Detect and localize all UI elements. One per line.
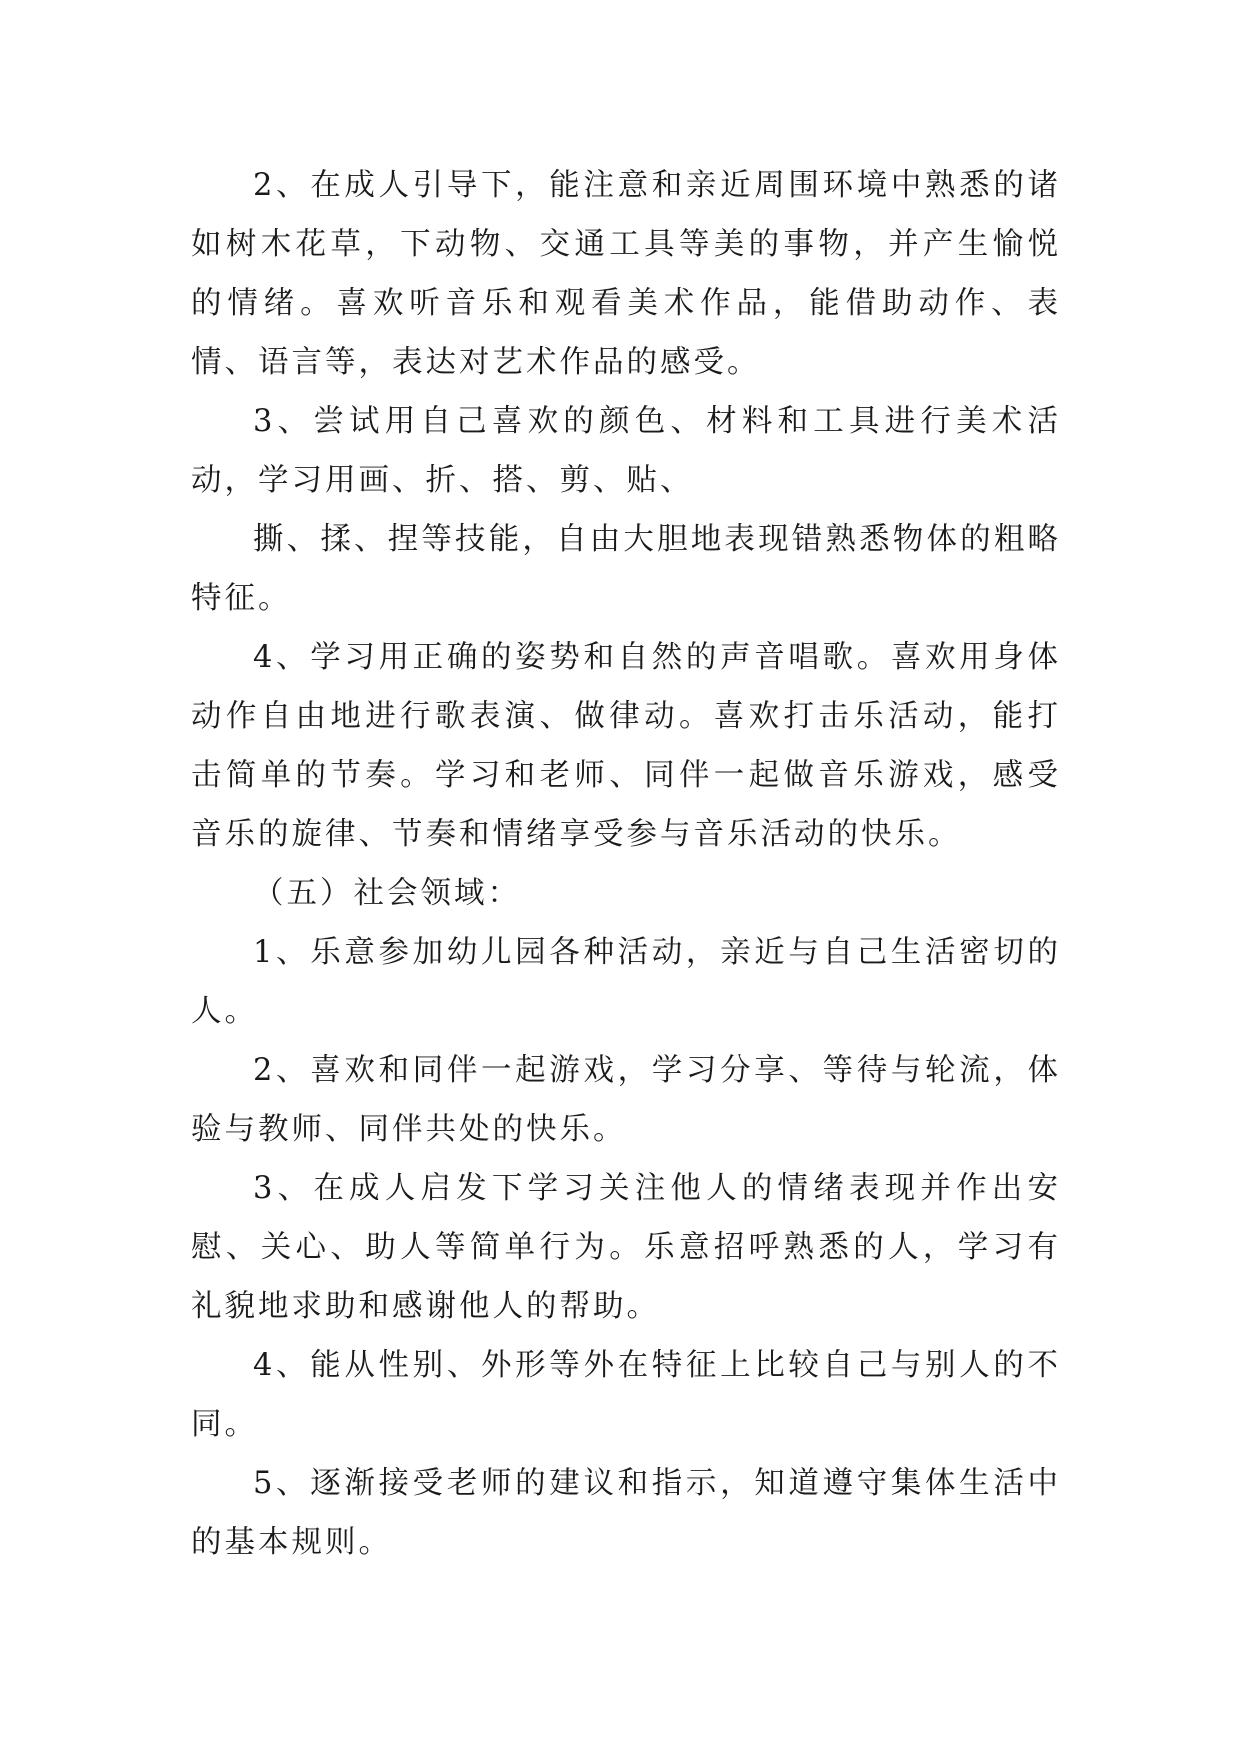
section-heading-social: （五）社会领域： [253,876,521,911]
paragraph-item-3: 3、尝试用自己喜欢的颜色、材料和工具进行美术活动，学习用画、折、搭、剪、贴、 [191,404,1061,498]
paragraph-social-1: 1、乐意参加幼儿园各种活动，亲近与自己生活密切的人。 [191,935,1061,1029]
paragraph-social-4: 4、能从性别、外形等外在特征上比较自己与别人的不同。 [191,1348,1061,1442]
paragraph-social-2: 2、喜欢和同伴一起游戏，学习分享、等待与轮流，体验与教师、同伴共处的快乐。 [191,1053,1061,1147]
paragraph-social-5: 5、逐渐接受老师的建议和指示，知道遵守集体生活中的基本规则。 [191,1466,1061,1560]
document-body [191,156,1061,1572]
paragraph-social-3: 3、在成人启发下学习关注他人的情绪表现并作出安慰、关心、助人等简单行为。乐意招呼熟悉的人，学习有礼貌地求助和感谢他人的帮助。 [191,1171,1061,1324]
paragraph-item-4: 4、学习用正确的姿势和自然的声音唱歌。喜欢用身体动作自由地进行歌表演、做律动。喜欢打击乐活动，能打击简单的节奏。学习和老师、同伴一起做音乐游戏，感受音乐的旋律、节奏和情绪享受参与音乐活动的快乐。 [191,640,1061,852]
paragraph-item-2: 2、在成人引导下，能注意和亲近周围环境中熟悉的诸如树木花草，下动物、交通工具等美的事物，并产生愉悦的情绪。喜欢听音乐和观看美术作品，能借助动作、表情、语言等，表达对艺术作品的感受。 [191,168,1061,380]
paragraph-item-3-continued: 撕、揉、捏等技能，自由大胆地表现错熟悉物体的粗略特征。 [191,522,1061,616]
